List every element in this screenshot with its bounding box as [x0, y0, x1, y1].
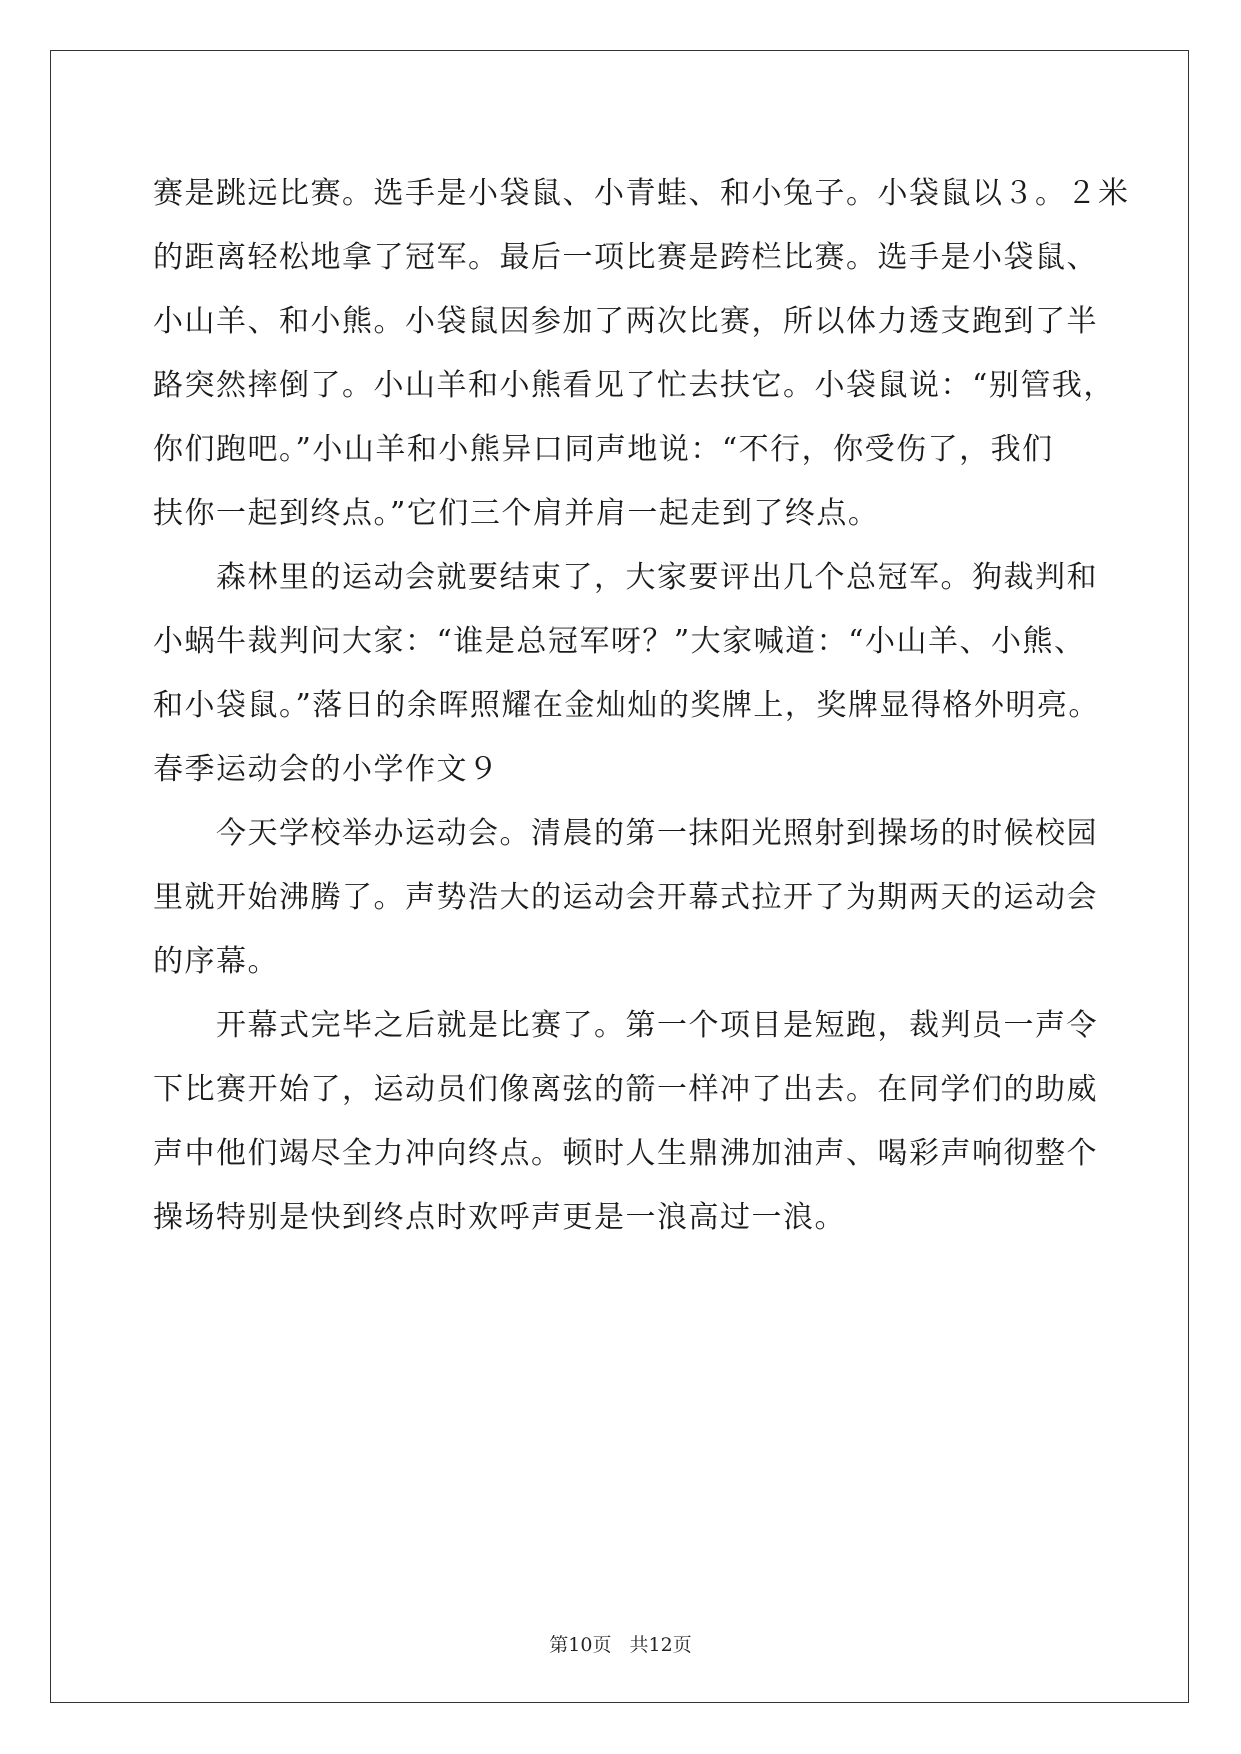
text-line: 下比赛开始了，运动员们像离弦的箭一样冲了出去。在同学们的助威 [153, 1072, 1098, 1107]
text-line: 你们跑吧。”小山羊和小熊异口同声地说：“不行，你受伤了，我们 [153, 432, 1054, 467]
text-line: 赛是跳远比赛。选手是小袋鼠、小青蛙、和小兔子。小袋鼠以３。２米 [153, 176, 1130, 211]
text-line: 路突然摔倒了。小山羊和小熊看见了忙去扶它。小袋鼠说：“别管我， [153, 368, 1115, 403]
text-line: 开幕式完毕之后就是比赛了。第一个项目是短跑，裁判员一声令 [153, 1008, 1098, 1043]
text-line: 的序幕。 [153, 944, 279, 979]
document-body [153, 162, 1130, 1250]
section-heading: 春季运动会的小学作文９ [153, 752, 500, 787]
text-line: 小蜗牛裁判问大家：“谁是总冠军呀？”大家喊道：“小山羊、小熊、 [153, 624, 1086, 659]
page-number: 第10页 [549, 1634, 612, 1656]
text-line: 里就开始沸腾了。声势浩大的运动会开幕式拉开了为期两天的运动会 [153, 880, 1098, 915]
page-footer [0, 1630, 1241, 1657]
text-line: 森林里的运动会就要结束了，大家要评出几个总冠军。狗裁判和 [153, 560, 1098, 595]
text-line: 扶你一起到终点。”它们三个肩并肩一起走到了终点。 [153, 496, 880, 531]
text-line: 的距离轻松地拿了冠军。最后一项比赛是跨栏比赛。选手是小袋鼠、 [153, 240, 1098, 275]
text-line: 和小袋鼠。”落日的余晖照耀在金灿灿的奖牌上，奖牌显得格外明亮。 [153, 688, 1100, 723]
text-line: 操场特别是快到终点时欢呼声更是一浪高过一浪。 [153, 1200, 846, 1235]
text-line: 声中他们竭尽全力冲向终点。顿时人生鼎沸加油声、喝彩声响彻整个 [153, 1136, 1098, 1171]
text-line: 小山羊、和小熊。小袋鼠因参加了两次比赛，所以体力透支跑到了半 [153, 304, 1098, 339]
page-total: 共12页 [629, 1634, 692, 1656]
text-line: 今天学校举办运动会。清晨的第一抹阳光照射到操场的时候校园 [153, 816, 1098, 851]
